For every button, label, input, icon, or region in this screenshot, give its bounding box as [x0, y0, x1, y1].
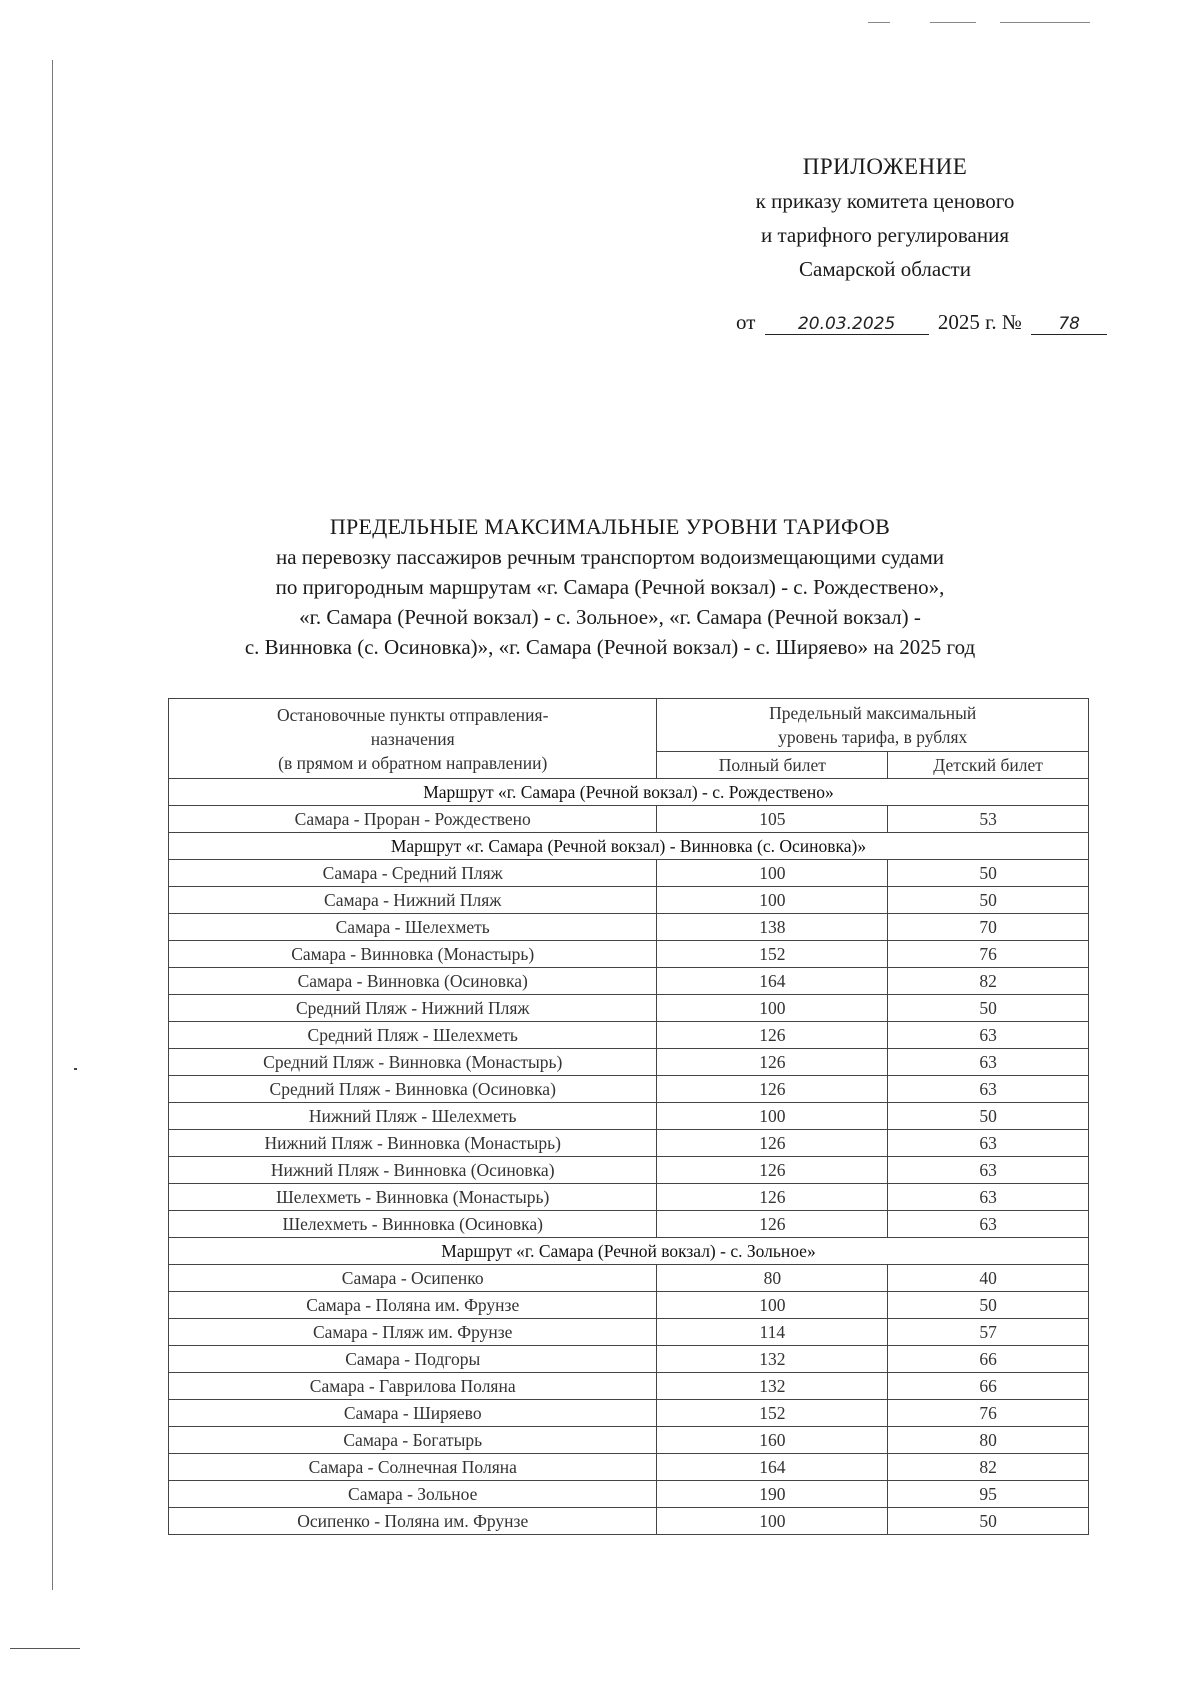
stop-pair-cell: Самара - Винновка (Осиновка): [169, 968, 657, 995]
header-group-line: уровень тарифа, в рублях: [778, 727, 968, 747]
full-ticket-cell: 164: [657, 1454, 888, 1481]
stop-pair-cell: Самара - Пляж им. Фрунзе: [169, 1319, 657, 1346]
child-ticket-cell: 63: [888, 1076, 1089, 1103]
table-row: [169, 1400, 1089, 1427]
full-ticket-cell: 132: [657, 1373, 888, 1400]
full-ticket-cell: 100: [657, 1103, 888, 1130]
table-row: [169, 1130, 1089, 1157]
full-ticket-cell: 126: [657, 1157, 888, 1184]
stop-pair-cell: Самара - Шелехметь: [169, 914, 657, 941]
title-line: на перевозку пассажиров речным транспортом водоизмещающими судами: [276, 545, 944, 569]
document-title: [130, 512, 1090, 662]
child-ticket-cell: 63: [888, 1130, 1089, 1157]
appendix-line: и тарифного регулирования: [761, 223, 1009, 247]
table-row: [169, 1103, 1089, 1130]
table-row: [169, 1049, 1089, 1076]
tariff-table: [168, 698, 1089, 1535]
stop-pair-cell: Шелехметь - Винновка (Осиновка): [169, 1211, 657, 1238]
stop-pair-cell: Нижний Пляж - Винновка (Осиновка): [169, 1157, 657, 1184]
table-row: [169, 1265, 1089, 1292]
order-reference: [736, 310, 1107, 335]
table-row: [169, 1508, 1089, 1535]
table-row: [169, 1481, 1089, 1508]
route-title: Маршрут «г. Самара (Речной вокзал) - с. Зольное»: [169, 1238, 1089, 1265]
header-full-ticket: Полный билет: [657, 752, 888, 779]
order-year: 2025 г. №: [937, 310, 1022, 334]
child-ticket-cell: 63: [888, 1184, 1089, 1211]
full-ticket-cell: 164: [657, 968, 888, 995]
child-ticket-cell: 66: [888, 1373, 1089, 1400]
table-row: [169, 968, 1089, 995]
table-row: [169, 1427, 1089, 1454]
scan-edge-mark: [930, 22, 976, 23]
stop-pair-cell: Средний Пляж - Нижний Пляж: [169, 995, 657, 1022]
appendix-heading: ПРИЛОЖЕНИЕ: [802, 154, 968, 179]
full-ticket-cell: 152: [657, 941, 888, 968]
order-prefix: от: [736, 310, 756, 334]
stop-pair-cell: Самара - Зольное: [169, 1481, 657, 1508]
stop-pair-cell: Самара - Солнечная Поляна: [169, 1454, 657, 1481]
title-line: «г. Самара (Речной вокзал) - с. Зольное», «г. Самара (Речной вокзал) -: [299, 605, 921, 629]
table-row: [169, 1211, 1089, 1238]
stop-pair-cell: Самара - Винновка (Монастырь): [169, 941, 657, 968]
table-row: [169, 995, 1089, 1022]
header-child-ticket: Детский билет: [888, 752, 1089, 779]
full-ticket-cell: 80: [657, 1265, 888, 1292]
stop-pair-cell: Самара - Нижний Пляж: [169, 887, 657, 914]
stop-pair-cell: Самара - Поляна им. Фрунзе: [169, 1292, 657, 1319]
full-ticket-cell: 132: [657, 1346, 888, 1373]
child-ticket-cell: 50: [888, 1292, 1089, 1319]
full-ticket-cell: 126: [657, 1022, 888, 1049]
child-ticket-cell: 53: [888, 806, 1089, 833]
title-line: с. Винновка (с. Осиновка)», «г. Самара (Речной вокзал) - с. Ширяево» на 2025 год: [244, 635, 976, 659]
child-ticket-cell: 50: [888, 1508, 1089, 1535]
title-line: по пригородным маршрутам «г. Самара (Речной вокзал) - с. Рождествено»,: [275, 575, 945, 599]
appendix-line: Самарской области: [799, 257, 971, 281]
stop-pair-cell: Средний Пляж - Винновка (Монастырь): [169, 1049, 657, 1076]
child-ticket-cell: 50: [888, 860, 1089, 887]
stop-pair-cell: Самара - Проран - Рождествено: [169, 806, 657, 833]
handwritten-date: 20.03.2025: [765, 314, 929, 335]
child-ticket-cell: 50: [888, 995, 1089, 1022]
scan-speck: [74, 1068, 77, 1070]
route-title: Маршрут «г. Самара (Речной вокзал) - Винновка (с. Осиновка)»: [169, 833, 1089, 860]
stop-pair-cell: Самара - Гаврилова Поляна: [169, 1373, 657, 1400]
full-ticket-cell: 190: [657, 1481, 888, 1508]
table-row: [169, 1346, 1089, 1373]
full-ticket-cell: 126: [657, 1049, 888, 1076]
full-ticket-cell: 100: [657, 887, 888, 914]
table-row: [169, 860, 1089, 887]
child-ticket-cell: 80: [888, 1427, 1089, 1454]
stop-pair-cell: Самара - Подгоры: [169, 1346, 657, 1373]
route-header-row: [169, 1238, 1089, 1265]
title-main: ПРЕДЕЛЬНЫЕ МАКСИМАЛЬНЫЕ УРОВНИ ТАРИФОВ: [329, 514, 891, 539]
full-ticket-cell: 126: [657, 1211, 888, 1238]
child-ticket-cell: 63: [888, 1049, 1089, 1076]
child-ticket-cell: 76: [888, 1400, 1089, 1427]
child-ticket-cell: 57: [888, 1319, 1089, 1346]
full-ticket-cell: 100: [657, 1292, 888, 1319]
table-row: [169, 1076, 1089, 1103]
table-row: [169, 1319, 1089, 1346]
child-ticket-cell: 63: [888, 1157, 1089, 1184]
stop-pair-cell: Шелехметь - Винновка (Монастырь): [169, 1184, 657, 1211]
table-row: [169, 1022, 1089, 1049]
appendix-line: к приказу комитета ценового: [755, 189, 1015, 213]
stop-pair-cell: Средний Пляж - Винновка (Осиновка): [169, 1076, 657, 1103]
header-stops-line: (в прямом и обратном направлении): [278, 752, 548, 773]
scan-edge-mark: [10, 1648, 80, 1649]
header-stops-line: назначения: [370, 728, 455, 749]
stop-pair-cell: Самара - Средний Пляж: [169, 860, 657, 887]
table-row: [169, 806, 1089, 833]
table-row: [169, 1454, 1089, 1481]
table-row: [169, 887, 1089, 914]
full-ticket-cell: 105: [657, 806, 888, 833]
stop-pair-cell: Самара - Богатырь: [169, 1427, 657, 1454]
route-title: Маршрут «г. Самара (Речной вокзал) - с. Рождествено»: [169, 779, 1089, 806]
table-row: [169, 1157, 1089, 1184]
child-ticket-cell: 82: [888, 968, 1089, 995]
scan-edge-line: [52, 60, 53, 1590]
appendix-block: [680, 150, 1090, 286]
handwritten-order-number: 78: [1031, 314, 1107, 335]
stop-pair-cell: Средний Пляж - Шелехметь: [169, 1022, 657, 1049]
child-ticket-cell: 63: [888, 1211, 1089, 1238]
full-ticket-cell: 126: [657, 1076, 888, 1103]
table-row: [169, 1373, 1089, 1400]
child-ticket-cell: 95: [888, 1481, 1089, 1508]
table-row: [169, 1184, 1089, 1211]
stop-pair-cell: Нижний Пляж - Шелехметь: [169, 1103, 657, 1130]
full-ticket-cell: 152: [657, 1400, 888, 1427]
stop-pair-cell: Самара - Осипенко: [169, 1265, 657, 1292]
header-stops: [169, 699, 657, 779]
header-tariff-group: [657, 699, 1089, 752]
child-ticket-cell: 82: [888, 1454, 1089, 1481]
scan-edge-mark: [1000, 22, 1090, 23]
full-ticket-cell: 114: [657, 1319, 888, 1346]
child-ticket-cell: 50: [888, 1103, 1089, 1130]
child-ticket-cell: 50: [888, 887, 1089, 914]
header-group-line: Предельный максимальный: [769, 703, 977, 723]
header-stops-line: Остановочные пункты отправления-: [277, 704, 549, 725]
scan-edge-mark: [868, 22, 890, 23]
full-ticket-cell: 126: [657, 1130, 888, 1157]
full-ticket-cell: 138: [657, 914, 888, 941]
full-ticket-cell: 100: [657, 995, 888, 1022]
child-ticket-cell: 70: [888, 914, 1089, 941]
table-row: [169, 1292, 1089, 1319]
stop-pair-cell: Самара - Ширяево: [169, 1400, 657, 1427]
stop-pair-cell: Осипенко - Поляна им. Фрунзе: [169, 1508, 657, 1535]
child-ticket-cell: 76: [888, 941, 1089, 968]
child-ticket-cell: 40: [888, 1265, 1089, 1292]
table-row: [169, 914, 1089, 941]
route-header-row: [169, 833, 1089, 860]
stop-pair-cell: Нижний Пляж - Винновка (Монастырь): [169, 1130, 657, 1157]
full-ticket-cell: 100: [657, 1508, 888, 1535]
child-ticket-cell: 63: [888, 1022, 1089, 1049]
full-ticket-cell: 100: [657, 860, 888, 887]
child-ticket-cell: 66: [888, 1346, 1089, 1373]
full-ticket-cell: 160: [657, 1427, 888, 1454]
table-row: [169, 941, 1089, 968]
route-header-row: [169, 779, 1089, 806]
full-ticket-cell: 126: [657, 1184, 888, 1211]
table-body: [169, 779, 1089, 1535]
